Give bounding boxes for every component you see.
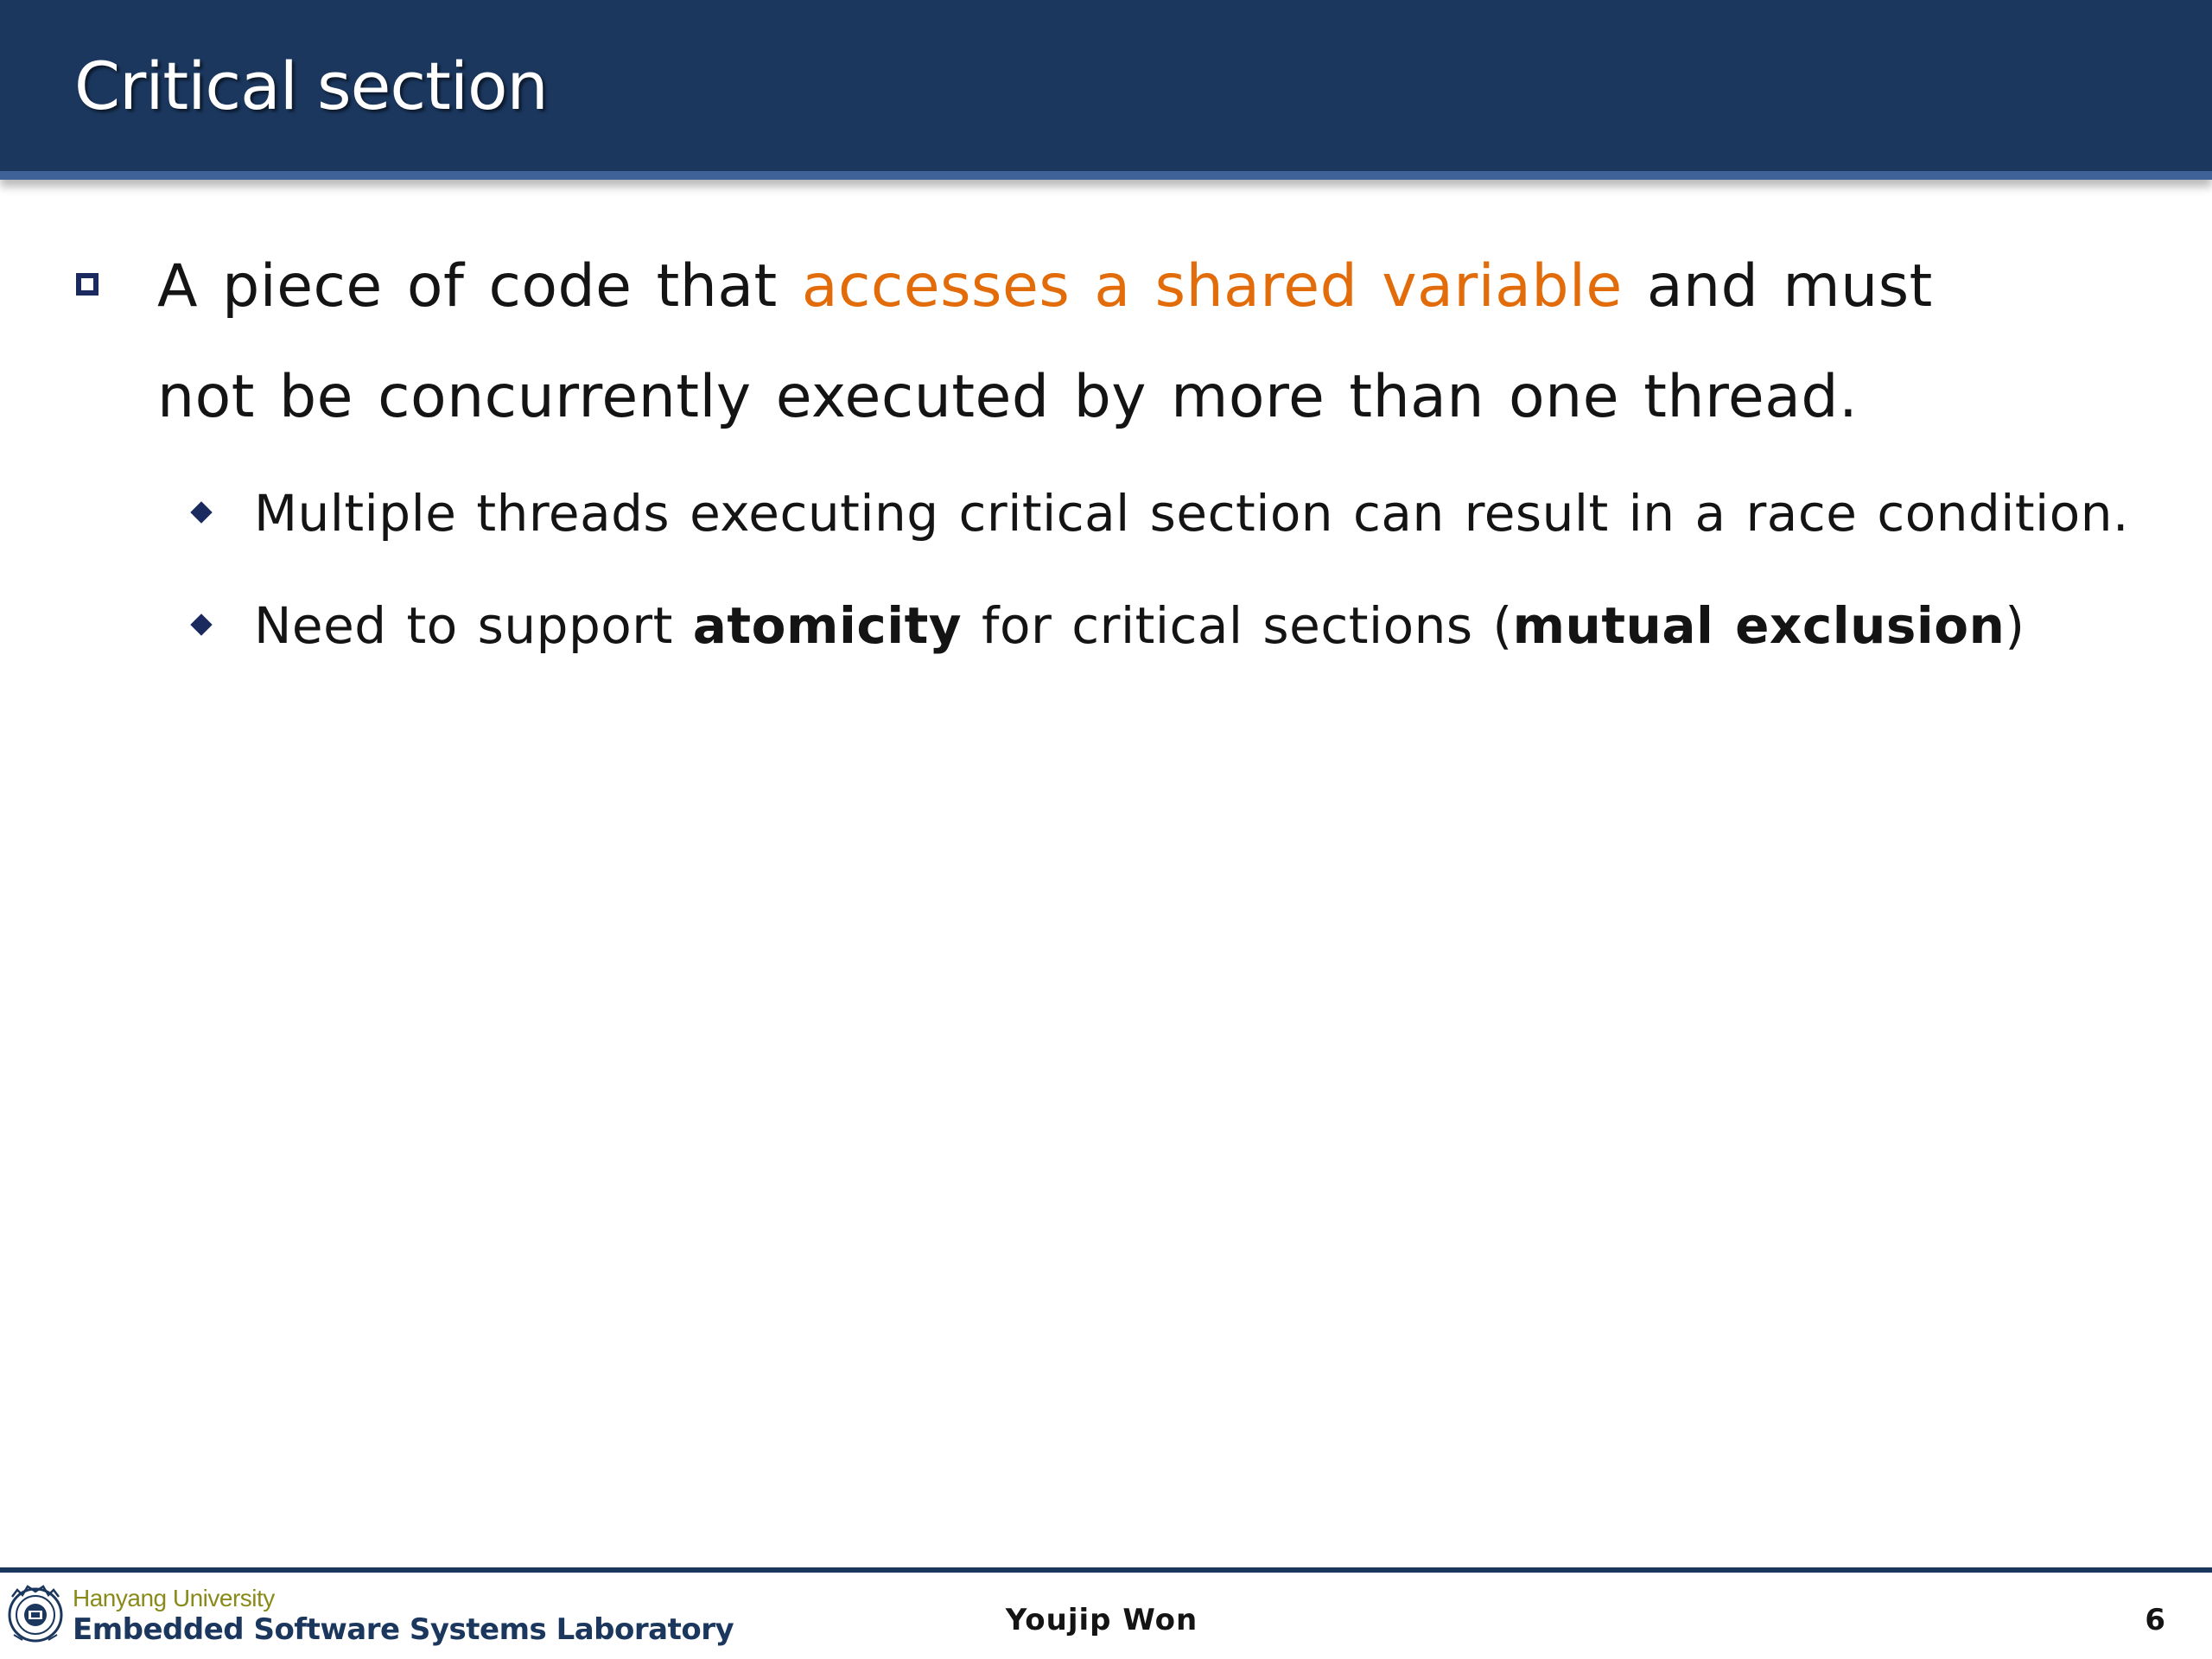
sub-point-2-text-2: for critical sections ( bbox=[962, 596, 1513, 655]
hollow-square-bullet-icon bbox=[76, 273, 99, 296]
title-bar bbox=[0, 0, 2212, 180]
lab-name: Embedded Software Systems Laboratory bbox=[73, 1612, 734, 1647]
university-seal-icon bbox=[5, 1581, 66, 1645]
main-point-highlight: accesses a shared variable bbox=[801, 252, 1623, 321]
main-point-text-after: and must not be concurrently executed by more than one thread. bbox=[157, 252, 1933, 431]
sub-point-2-bold-mutual-exclusion: mutual exclusion bbox=[1512, 596, 2005, 655]
page-number: 6 bbox=[2145, 1603, 2165, 1637]
sub-point-2 bbox=[254, 591, 2025, 660]
university-name: Hanyang University bbox=[73, 1585, 275, 1611]
sub-point-2-text-3: ) bbox=[2005, 596, 2025, 655]
sub-point-1: Multiple threads executing critical section can result in a race condition. bbox=[254, 484, 2129, 543]
main-point-text-before: A piece of code that bbox=[157, 252, 802, 321]
diamond-bullet-icon bbox=[190, 501, 212, 523]
sub-point-2-text-1: Need to support bbox=[254, 596, 693, 655]
slide-title: Critical section bbox=[74, 48, 548, 124]
main-point-text bbox=[157, 232, 2041, 453]
diamond-bullet-icon bbox=[190, 613, 212, 635]
sub-point-2-bold-atomicity: atomicity bbox=[692, 596, 963, 655]
author-name: Youjip Won bbox=[1005, 1603, 1198, 1637]
